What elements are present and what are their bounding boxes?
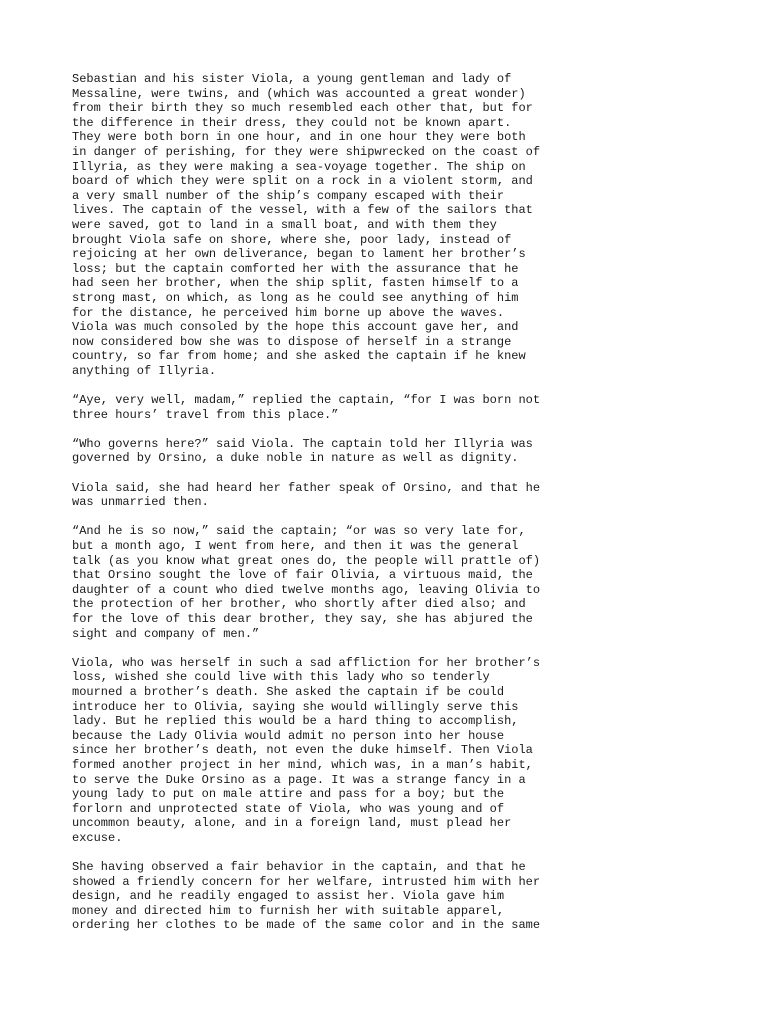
paragraph-5: “And he is so now,” said the captain; “or was so very late for, but a month ago, I went from here, and then it was the general talk (as you know what great ones do, the people will prattle of) that Orsino sought the love of fair Olivia, a virtuous maid, the daughter of a count who died twelve months ago, leaving Olivia to the protection of her brother, who shortly after died also; and for the love of this dear brother, they say, she has abjured the sight and company of men.”	[72, 524, 541, 641]
paragraph-6: Viola, who was herself in such a sad affliction for her brother’s loss, wished she could live with this lady who so tenderly mourned a brother’s death. She asked the captain if be could introduce her to Olivia, saying she would willingly serve this lady. But he replied this would be a hard thing to accomplish, because the Lady Olivia would admit no person into her house since her brother’s death, not even the duke himself. Then Viola formed another project in her mind, which was, in a man’s habit, to serve the Duke Orsino as a page. It was a strange fancy in a young lady to put on male attire and pass for a boy; but the forlorn and unprotected state of Viola, who was young and of uncommon beauty, alone, and in a foreign land, must plead her excuse.	[72, 655, 541, 845]
paragraph-4: Viola said, she had heard her father speak of Orsino, and that he was unmarried then.	[72, 480, 541, 510]
paragraph-3: “Who governs here?” said Viola. The captain told her Illyria was governed by Orsino, a duke noble in nature as well as dignity.	[72, 436, 533, 466]
paragraph-1: Sebastian and his sister Viola, a young gentleman and lady of Messaline, were twins, and (which was accounted a great wonder) from their birth they so much resembled each other that, but for the difference in their dress, they could not be known apart. They were both born in one hour, and in one hour they were both in danger of perishing, for they were shipwrecked on the coast of Illyria, as they were making a sea-voyage together. The ship on board of which they were split on a rock in a violent storm, and a very small number of the ship’s company escaped with their lives. The captain of the vessel, with a few of the sailors that were saved, got to land in a small boat, and with them they brought Viola safe on shore, where she, poor lady, instead of rejoicing at her own deliverance, began to lament her brother’s loss; but the captain comforted her with the assurance that he had seen her brother, when the ship split, fasten himself to a strong mast, on which, as long as he could see anything of him for the distance, he perceived him borne up above the waves. Viola was much consoled by the hope this account gave her, and now considered bow she was to dispose of herself in a strange country, so far from home; and she asked the captain if he knew anything of Illyria.	[72, 72, 541, 378]
paragraph-7: She having observed a fair behavior in the captain, and that he showed a friendly concern for her welfare, intrusted him with her design, and he readily engaged to assist her. Viola gave him money and directed him to furnish her with suitable apparel, ordering her clothes to be made of the same color and in the same	[72, 860, 541, 933]
paragraph-2: “Aye, very well, madam,” replied the captain, “for I was born not three hours’ travel from this place.”	[72, 393, 541, 422]
document-page	[72, 72, 572, 948]
